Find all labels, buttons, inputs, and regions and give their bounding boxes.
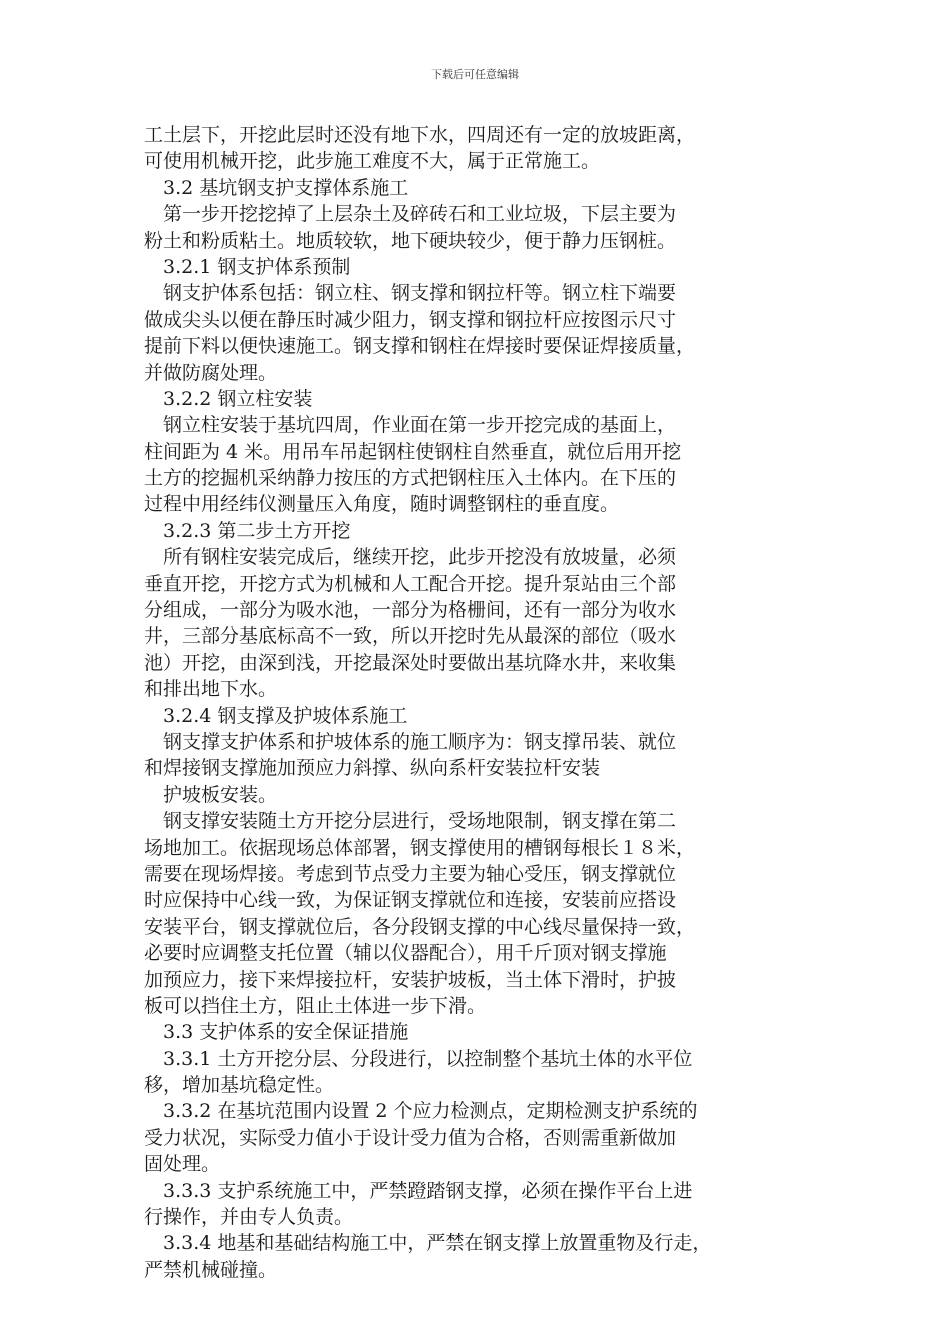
text-line: 池）开挖，由深到浅，开挖最深处时要做出基坑降水井，来收集 xyxy=(144,651,677,674)
text-line: 必要时应调整支托位置（辅以仪器配合），用千斤顶对钢支撑施 xyxy=(144,942,667,965)
text-line: 钢支撑支护体系和护坡体系的施工顺序为：钢支撑吊装、就位 xyxy=(144,730,677,753)
text-line: 土方的挖掘机采纳静力按压的方式把钢柱压入土体内。在下压的 xyxy=(144,467,677,490)
text-line: 和排出地下水。 xyxy=(144,678,278,701)
text-line: 钢立柱安装于基坑四周，作业面在第一步开挖完成的基面上， xyxy=(144,414,677,437)
text-line: 并做防腐处理。 xyxy=(144,361,278,384)
text-line: 和焊接钢支撑施加预应力斜撑、纵向系杆安装拉杆安装 xyxy=(144,757,601,780)
text-line: 场地加工。依据现场总体部署，钢支撑使用的槽钢每根长１８米， xyxy=(144,836,696,859)
text-line: 3.3.2 在基坑范围内设置 2 个应力检测点，定期检测支护系统的 xyxy=(144,1100,698,1123)
text-line: 3.3.1 土方开挖分层、分段进行，以控制整个基坑土体的水平位 xyxy=(144,1047,693,1070)
text-line: 提前下料以便快速施工。钢支撑和钢柱在焊接时要保证焊接质量， xyxy=(144,335,696,358)
text-line: 3.3.3 支护系统施工中，严禁蹬踏钢支撑，必须在操作平台上进 xyxy=(144,1179,693,1202)
text-line: 需要在现场焊接。考虑到节点受力主要为轴心受压，钢支撑就位 xyxy=(144,862,677,885)
section-heading: 3.2.4 钢支撑及护坡体系施工 xyxy=(144,704,408,727)
text-line: 行操作，并由专人负责。 xyxy=(144,1206,354,1229)
text-line: 时应保持中心线一致，为保证钢支撑就位和连接，安装前应搭设 xyxy=(144,889,677,912)
text-line: 粉土和粉质粘土。地质较软，地下硬块较少，便于静力压钢桩。 xyxy=(144,229,677,252)
text-line: 分组成，一部分为吸水池，一部分为格栅间，还有一部分为收水 xyxy=(144,599,677,622)
text-line: 可使用机械开挖，此步施工难度不大，属于正常施工。 xyxy=(144,150,601,173)
section-heading: 3.2.2 钢立柱安装 xyxy=(144,387,313,410)
text-line: 工土层下，开挖此层时还没有地下水，四周还有一定的放坡距离， xyxy=(144,124,696,146)
text-line: 固处理。 xyxy=(144,1153,221,1176)
text-line: 板可以挡住土方，阻止土体进一步下滑。 xyxy=(144,994,487,1017)
text-line: 移，增加基坑稳定性。 xyxy=(144,1074,335,1097)
document-body xyxy=(144,122,804,1283)
text-line: 做成尖头以便在静压时减少阻力，钢支撑和钢拉杆应按图示尺寸 xyxy=(144,308,677,331)
page-header: 下载后可任意编辑 xyxy=(431,68,519,81)
section-heading: 3.3 支护体系的安全保证措施 xyxy=(144,1021,409,1044)
text-line: 钢支护体系包括：钢立柱、钢支撑和钢拉杆等。钢立柱下端要 xyxy=(144,282,677,305)
text-line: 3.3.4 地基和基础结构施工中，严禁在钢支撑上放置重物及行走， xyxy=(144,1232,712,1255)
text-line: 垂直开挖，开挖方式为机械和人工配合开挖。提升泵站由三个部 xyxy=(144,572,677,595)
text-line: 护坡板安装。 xyxy=(144,783,278,806)
text-line: 井，三部分基底标高不一致，所以开挖时先从最深的部位（吸水 xyxy=(144,625,677,648)
text-line: 第一步开挖挖掉了上层杂土及碎砖石和工业垃圾，下层主要为 xyxy=(144,203,677,226)
section-heading: 3.2.3 第二步土方开挖 xyxy=(144,519,351,542)
text-line: 安装平台，钢支撑就位后，各分段钢支撑的中心线尽量保持一致， xyxy=(144,915,696,938)
text-line: 柱间距为 4 米。用吊车吊起钢柱使钢柱自然垂直，就位后用开挖 xyxy=(144,440,682,463)
text-line: 钢支撑安装随土方开挖分层进行，受场地限制，钢支撑在第二 xyxy=(144,810,677,833)
text-line: 加预应力，接下来焊接拉杆，安装护坡板，当土体下滑时，护披 xyxy=(144,968,677,991)
section-heading: 3.2.1 钢支护体系预制 xyxy=(144,255,351,278)
text-line: 所有钢柱安装完成后，继续开挖，此步开挖没有放坡量，必须 xyxy=(144,546,677,569)
text-line: 受力状况，实际受力值小于设计受力值为合格，否则需重新做加 xyxy=(144,1126,677,1149)
text-line: 过程中用经纬仪测量压入角度，随时调整钢柱的垂直度。 xyxy=(144,493,620,516)
section-heading: 3.2 基坑钢支护支撑体系施工 xyxy=(144,176,409,199)
text-line: 严禁机械碰撞。 xyxy=(144,1258,278,1281)
